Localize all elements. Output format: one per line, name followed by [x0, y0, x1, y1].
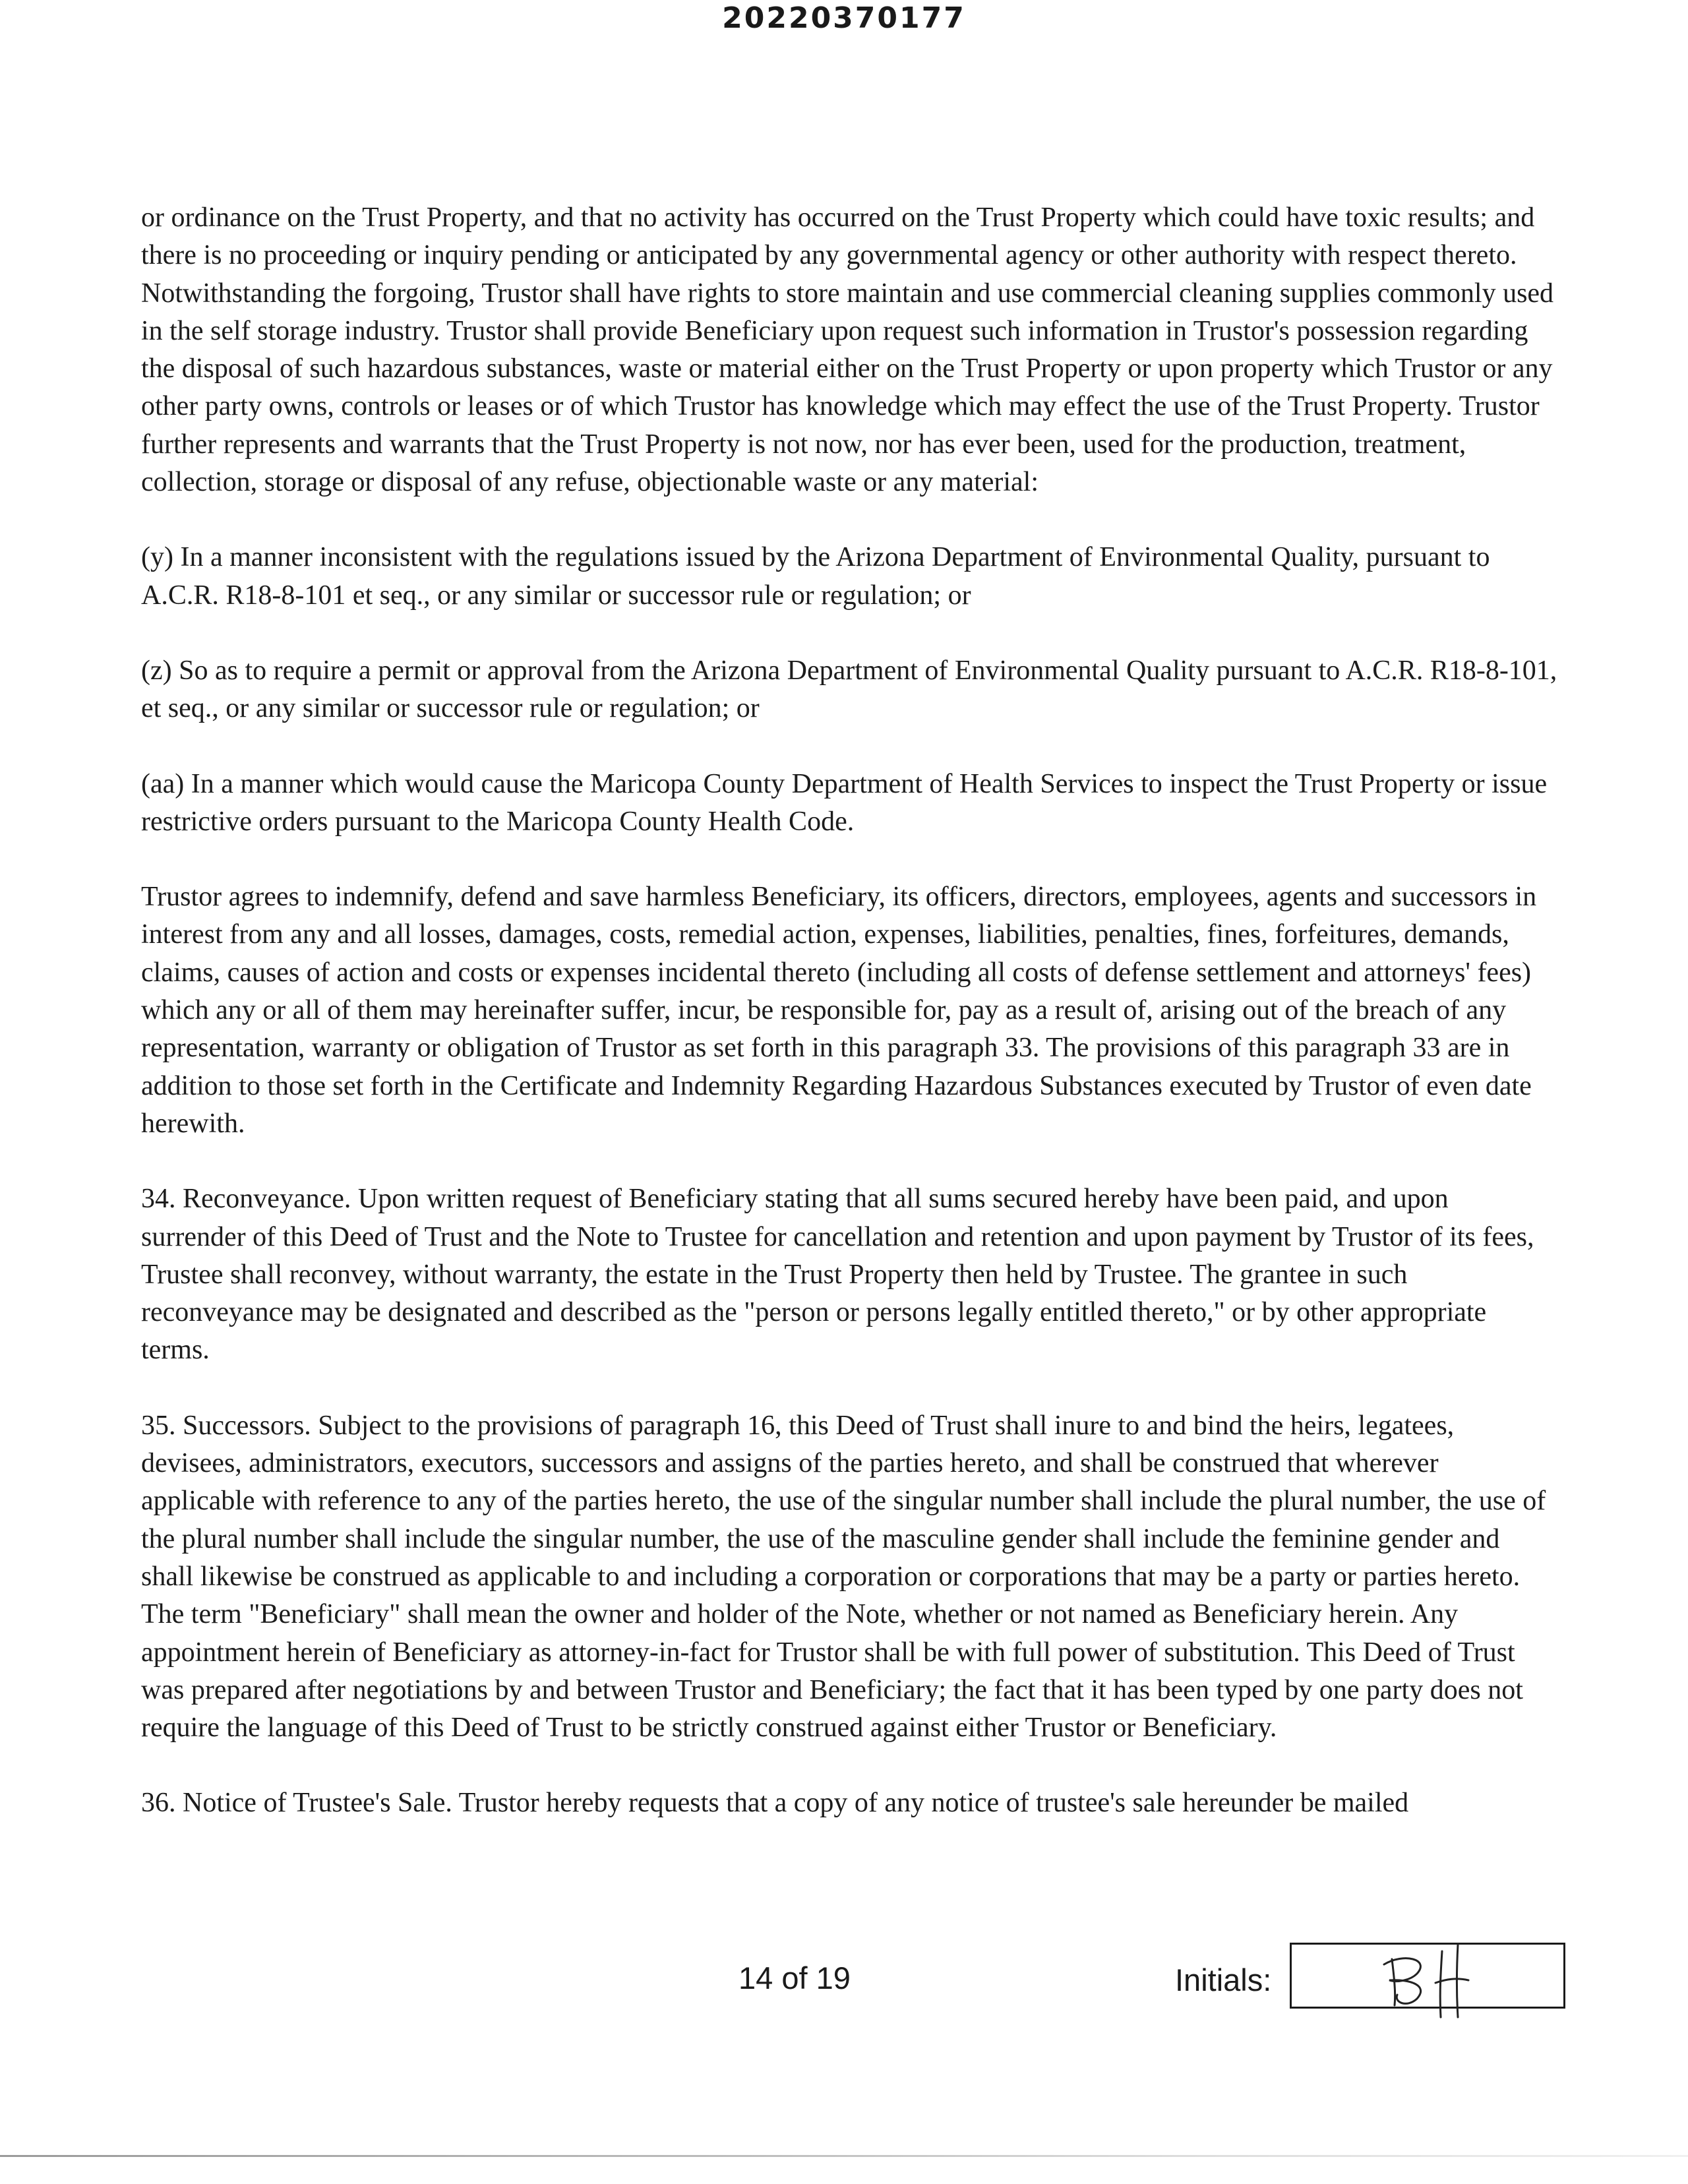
document-body: [141, 199, 1559, 1860]
paragraph-z-permit-approval: (z) So as to require a permit or approval from the Arizona Department of Environmental Quality pursuant to A.C.R. R18-8-101, et seq., or any similar or successor rule or regulation; or: [141, 655, 1557, 724]
initials-signature-icon: [1358, 1939, 1490, 2018]
paragraph-35-successors: 35. Successors. Subject to the provisions of paragraph 16, this Deed of Trust shall inure to and bind the heirs, legatees, devisees, administrators, executors, successors and assigns of the parties hereto, and shall be construed that wherever applicable with reference to any of the parties hereto, the use of the singular number shall include the plural number, the use of the plural number shall include the singular number, the use of the masculine gender shall include the feminine gender and shall likewise be construed as applicable to and including a corporation or corporations that may be a party or parties hereto. The term "Beneficiary" shall mean the owner and holder of the Note, whether or not named as Beneficiary herein. Any appointment herein of Beneficiary as attorney-in-fact for Trustor shall be with full power of substitution. This Deed of Trust was prepared after negotiations by and between Trustor and Beneficiary; the fact that it has been typed by one party does not require the language of this Deed of Trust to be strictly construed against either Trustor or Beneficiary.: [141, 1410, 1546, 1744]
scan-edge-line: [0, 2155, 1688, 2157]
initials-label: Initials:: [1175, 1962, 1272, 1997]
initials-box: [1290, 1943, 1565, 2009]
document-number: 20220370177: [722, 1, 966, 35]
paragraph-34-reconveyance: 34. Reconveyance. Upon written request of Beneficiary stating that all sums secured hereby have been paid, and upon surrender of this Deed of Trust and the Note to Trustee for cancellation and retention and upon payment by Trustor of its fees, Trustee shall reconvey, without warranty, the estate in the Trust Property then held by Trustee. The grantee in such reconveyance may be designated and described as the "person or persons legally entitled thereto," or by other appropriate terms.: [141, 1184, 1534, 1366]
paragraph-aa-health-services: (aa) In a manner which would cause the Maricopa County Department of Health Services to inspect the Trust Property or issue restrictive orders pursuant to the Maricopa County Health Code.: [141, 768, 1548, 837]
paragraph-environmental-representations: or ordinance on the Trust Property, and that no activity has occurred on the Trust Property which could have toxic results; and there is no proceeding or inquiry pending or anticipated by any governmental agency or other authority with respect thereto. Notwithstanding the forgoing, Trustor shall have rights to store maintain and use commercial cleaning supplies commonly used in the self storage industry. Trustor shall provide Beneficiary upon request such information in Trustor's possession regarding the disposal of such hazardous substances, waste or material either on the Trust Property or upon property which Trustor or any other party owns, controls or leases or of which Trustor has knowledge which may effect the use of the Trust Property. Trustor further represents and warrants that the Trust Property is not now, nor has ever been, used for the production, treatment, collection, storage or disposal of any refuse, objectionable waste or any material:: [141, 202, 1554, 498]
paragraph-y-adeq-regulations: (y) In a manner inconsistent with the regulations issued by the Arizona Department of Environmental Quality, pursuant to A.C.R. R18-8-101 et seq., or any similar or successor rule or regulation; or: [141, 542, 1490, 611]
page-indicator: 14 of 19: [738, 1960, 851, 1995]
paragraph-36-notice-of-sale: 36. Notice of Trustee's Sale. Trustor hereby requests that a copy of any notice of trustee's sale hereunder be mailed: [141, 1788, 1409, 1819]
paragraph-indemnification: Trustor agrees to indemnify, defend and save harmless Beneficiary, its officers, directors, employees, agents and successors in interest from any and all losses, damages, costs, remedial action, expenses, liabilities, penalties, fines, forfeitures, demands, claims, causes of action and costs or expenses incidental thereto (including all costs of defense settlement and attorneys' fees) which any or all of them may hereinafter suffer, incur, be responsible for, pay as a result of, arising out of the breach of any representation, warranty or obligation of Trustor as set forth in this paragraph 33. The provisions of this paragraph 33 are in addition to those set forth in the Certificate and Indemnity Regarding Hazardous Substances executed by Trustor of even date herewith.: [141, 882, 1537, 1139]
